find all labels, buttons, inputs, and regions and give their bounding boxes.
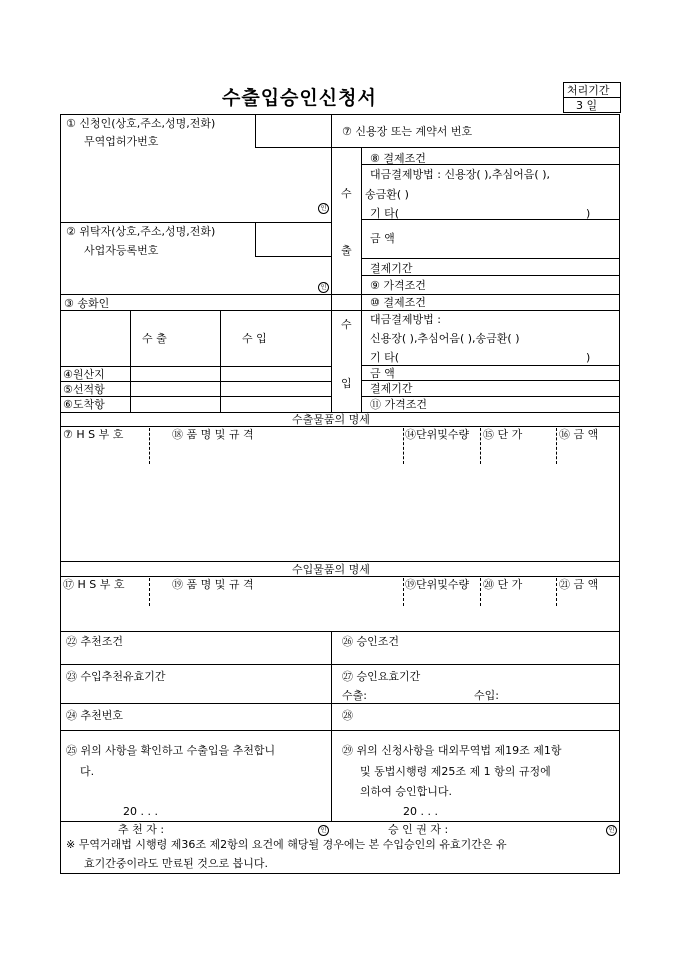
- export-payment-other: 기 타(: [370, 207, 400, 220]
- export-side-char: 수: [341, 187, 352, 200]
- export-period-label: 결제기간: [370, 262, 413, 275]
- import-payment-close: ): [586, 351, 591, 364]
- import-payment-method: 대금결제방법 :: [370, 313, 441, 326]
- approve-date: 20 . . .: [403, 805, 438, 818]
- import-hs-header: ⑰ H S 부 호: [63, 578, 125, 591]
- export-amount-label: 금 액: [370, 232, 395, 245]
- approve-validity-label: ㉗ 승인요효기간: [342, 670, 421, 683]
- approve-statement-end: 의하여 승인합니다.: [360, 785, 453, 798]
- export-goods-title: 수출물품의 명세: [292, 413, 370, 426]
- export-payment-method: 대금결제방법 : 신용장( ),추심어음( ),: [370, 168, 550, 181]
- processing-value: 3 일: [576, 99, 598, 112]
- seal-mark: 인: [606, 825, 617, 836]
- approve-statement-cont: 및 동법시행령 제25조 제 1 항의 규정에: [360, 765, 551, 778]
- export-price-label: ⑨ 가격조건: [370, 279, 426, 292]
- origin-label: ④원산지: [63, 368, 105, 381]
- recommend-statement-cont: 다.: [80, 765, 95, 778]
- footnote-line2: 효기간중이라도 만료된 것으로 봅니다.: [84, 857, 269, 870]
- port-import-header: 수 입: [242, 332, 267, 345]
- export-name-header: ⑱ 품 명 및 규 격: [172, 428, 254, 441]
- export-qty-header: ⑭단위및수량: [405, 428, 470, 441]
- import-unit-header: ⑳ 단 가: [483, 578, 523, 591]
- export-hs-header: ⑦ H S 부 호: [63, 428, 124, 441]
- export-payment-method2: 송금환( ): [365, 188, 409, 201]
- recommend-statement: ㉕ 위의 사항을 확인하고 수출입을 추천합니: [66, 744, 276, 757]
- loading-port-label: ⑤선적항: [63, 383, 105, 396]
- import-payment-method2: 신용장( ),추심어음( ),송금환( ): [370, 332, 520, 345]
- import-name-header: ⑲ 품 명 및 규 격: [172, 578, 254, 591]
- import-side-char: 수: [341, 318, 352, 331]
- export-payment-title: ⑧ 결제조건: [370, 152, 426, 165]
- business-reg-label: 사업자등록번호: [84, 244, 159, 257]
- arrival-port-label: ⑥도착항: [63, 398, 105, 411]
- import-amount-label: 금 액: [370, 367, 395, 380]
- approve-statement: ㉙ 위의 신청사항을 대외무역법 제19조 제1항: [342, 744, 562, 757]
- export-side-char: 출: [341, 244, 352, 257]
- recommend-validity-label: ㉓ 수입추천유효기간: [66, 670, 166, 683]
- processing-label: 처리기간: [567, 84, 610, 97]
- import-price-label: ⑪ 가격조건: [370, 398, 428, 411]
- footnote-line1: ※ 무역거래법 시행령 제36조 제2항의 요건에 해당될 경우에는 본 수입승인의 유효기간은 유: [66, 838, 507, 851]
- trade-license-label: 무역업허가번호: [84, 135, 159, 148]
- recommend-number-label: ㉔ 추천번호: [66, 709, 124, 722]
- export-amount-header: ⑯ 금 액: [559, 428, 599, 441]
- approve-condition-label: ㉖ 승인조건: [342, 635, 400, 648]
- consignee-label: ③ 송화인: [64, 297, 110, 310]
- validity-import-label: 수입:: [474, 689, 499, 702]
- import-payment-title: ⑩ 결제조건: [370, 296, 426, 309]
- recommend-condition-label: ㉒ 추천조건: [66, 635, 124, 648]
- export-payment-close: ): [586, 207, 591, 220]
- form-title: 수출입승인신청서: [222, 87, 377, 109]
- consignor-label: ② 위탁자(상호,주소,성명,전화): [66, 225, 216, 238]
- recommend-date: 20 . . .: [123, 805, 158, 818]
- import-side-char: 입: [341, 377, 352, 390]
- seal-mark: 인: [318, 282, 329, 293]
- lc-number-label: ⑦ 신용장 또는 계약서 번호: [342, 125, 473, 138]
- recommender-label: 추 천 자 :: [118, 823, 165, 836]
- seal-mark: 인: [318, 825, 329, 836]
- import-qty-header: ⑲단위및수량: [405, 578, 470, 591]
- export-unit-header: ⑮ 단 가: [483, 428, 523, 441]
- applicant-label: ① 신청인(상호,주소,성명,전화): [66, 117, 216, 130]
- import-period-label: 결제기간: [370, 382, 413, 395]
- approver-label: 승 인 권 자 :: [388, 823, 449, 836]
- validity-export-label: 수출:: [342, 689, 367, 702]
- import-amount-header: ㉑ 금 액: [559, 578, 599, 591]
- import-payment-other: 기 타(: [370, 351, 400, 364]
- approve-number-label: ㉘: [342, 709, 353, 722]
- seal-mark: 인: [318, 203, 329, 214]
- import-goods-title: 수입물품의 명세: [292, 563, 370, 576]
- port-export-header: 수 출: [142, 332, 167, 345]
